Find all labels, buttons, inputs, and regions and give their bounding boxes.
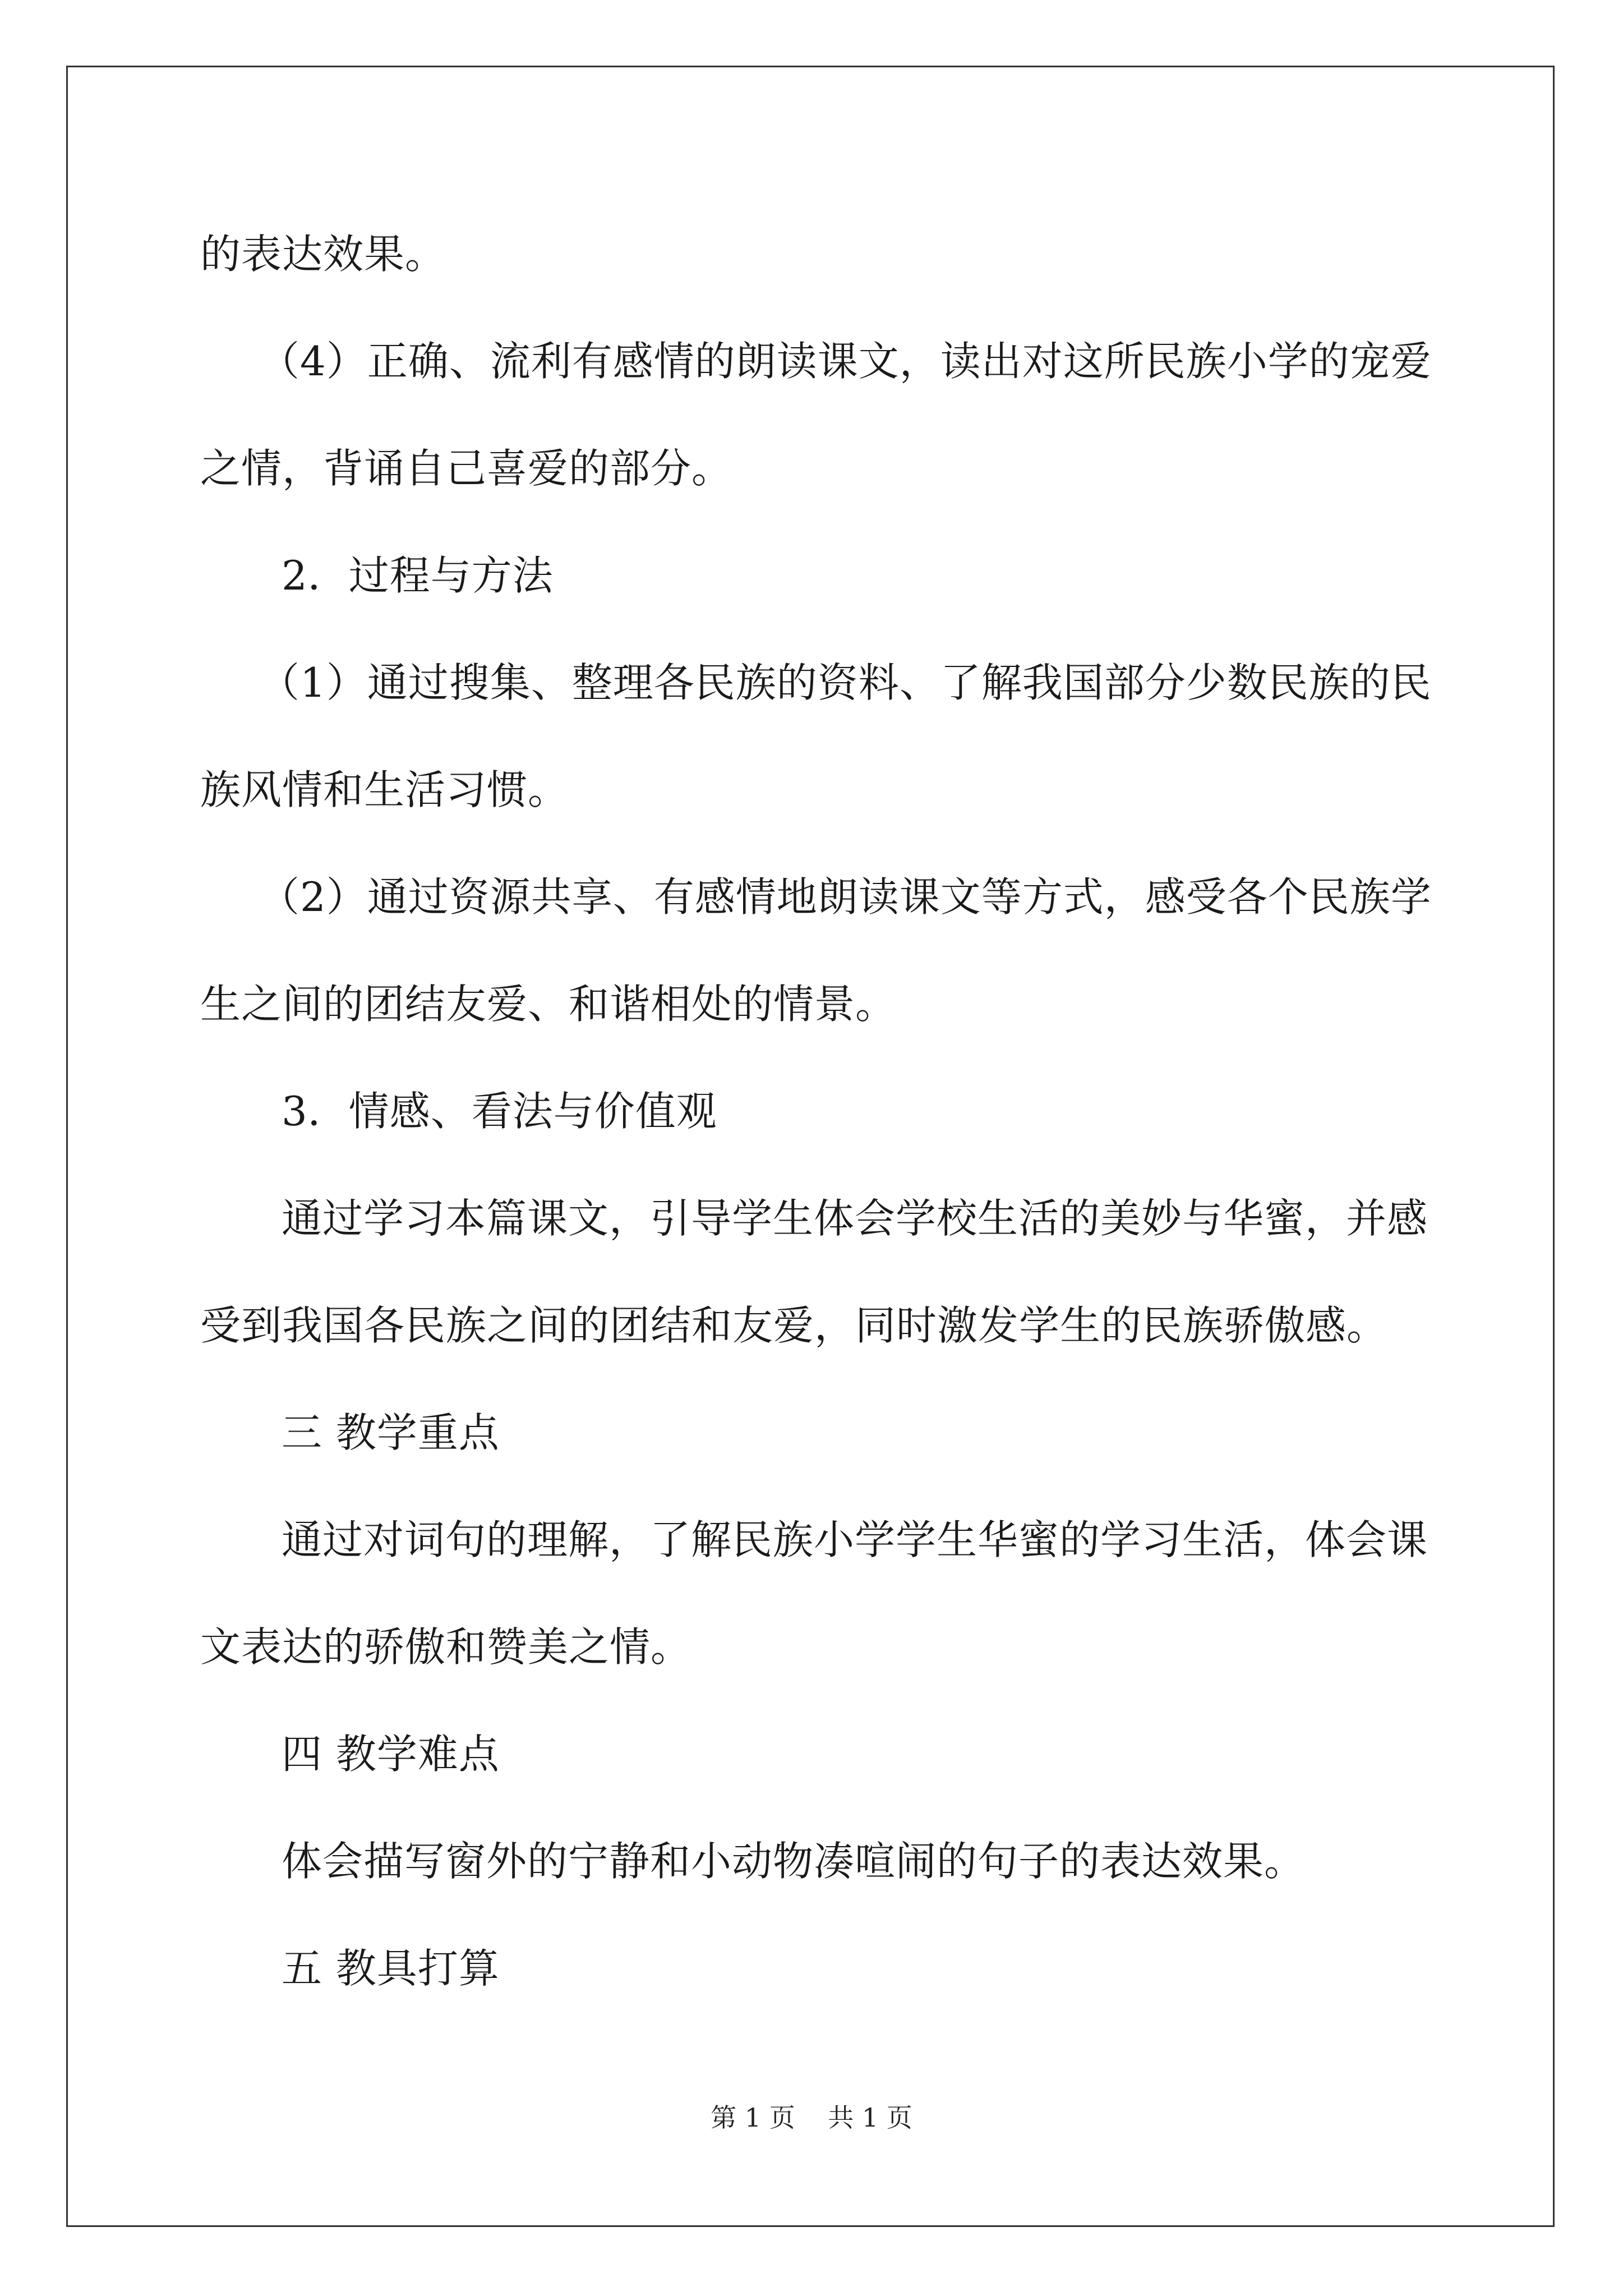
section-heading: 五 教具打算 [282, 1945, 500, 1992]
document-body [200, 201, 1432, 2022]
section-heading: 三 教学重点 [282, 1409, 500, 1456]
section-heading: 3．情感、看法与价值观 [282, 1088, 717, 1135]
paragraph-line: （4）正确、流利有感情的朗读课文，读出对这所民族小学的宠爱 [259, 338, 1432, 385]
paragraph-line: 通过对词句的理解，了解民族小学学生华蜜的学习生活，体会课 [282, 1516, 1428, 1563]
paragraph-line: （1）通过搜集、整理各民族的资料、了解我国部分少数民族的民 [259, 659, 1432, 706]
paragraph-line: 的表达效果。 [200, 231, 446, 278]
paragraph-line: 生之间的团结友爱、和谐相处的情景。 [200, 981, 897, 1028]
paragraph-line: 通过学习本篇课文，引导学生体会学校生活的美妙与华蜜，并感 [282, 1195, 1428, 1242]
paragraph-line: 族风情和生活习惯。 [200, 766, 569, 813]
paragraph-line: 受到我国各民族之间的团结和友爱，同时激发学生的民族骄傲感。 [200, 1302, 1388, 1349]
paragraph-line: 文表达的骄傲和赞美之情。 [200, 1623, 692, 1671]
paragraph-line: （2）通过资源共享、有感情地朗读课文等方式，感受各个民族学 [259, 873, 1432, 921]
paragraph-line: 之情，背诵自己喜爱的部分。 [200, 445, 733, 492]
section-heading: 2．过程与方法 [282, 552, 554, 599]
page-footer: 第 1 页 共 1 页 [711, 2102, 912, 2133]
section-heading: 四 教学难点 [282, 1731, 500, 1778]
paragraph-line: 体会描写窗外的宁静和小动物凑喧闹的句子的表达效果。 [282, 1838, 1306, 1885]
